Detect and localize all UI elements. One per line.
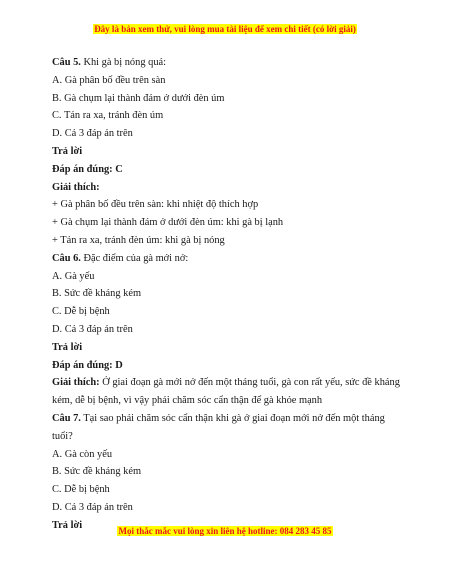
q5-option-d: D. Cả 3 đáp án trên — [52, 128, 133, 140]
q7-answer-heading: Trả lời — [52, 519, 83, 531]
q6-option-a: A. Gà yếu — [52, 270, 95, 282]
q5-option-c: C. Tản ra xa, tránh đèn úm — [52, 110, 164, 122]
q7-option-a: A. Gà còn yếu — [52, 448, 113, 460]
q5-answer-heading: Trả lời — [52, 145, 83, 157]
q6-correct-answer: Đáp án đúng: D — [52, 359, 123, 371]
q5-explanation-heading: Giải thích: — [52, 181, 100, 193]
question-6: Câu 6. Đặc điểm của gà mới nở: — [52, 252, 189, 264]
q6-answer-heading: Trả lời — [52, 341, 83, 353]
q7-option-c: C. Dễ bị bệnh — [52, 484, 110, 496]
q7-option-b: B. Sức đề kháng kém — [52, 466, 142, 478]
q6-option-d: D. Cả 3 đáp án trên — [52, 323, 133, 335]
q5-option-b: B. Gà chụm lại thành đám ở dưới đèn úm — [52, 92, 225, 104]
question-5: Câu 5. Khi gà bị nóng quá: — [52, 57, 167, 68]
q5-explanation-line: + Tản ra xa, tránh đèn úm: khi gà bị nóng — [52, 234, 225, 246]
preview-notice: Đây là bản xem thử, vui lòng mua tài liệu để xem chi tiết (có lời giải) — [94, 24, 356, 34]
q6-explanation: Giải thích: Ở giai đoạn gà mới nở đến một tháng tuổi, gà con rất yếu, sức đề kháng kém, dễ bị bệnh, vì vậy phải chăm sóc cẩn thận để gà khỏe mạnh — [52, 377, 400, 407]
q6-option-c: C. Dễ bị bệnh — [52, 306, 110, 318]
q5-correct-answer: Đáp án đúng: C — [52, 163, 123, 175]
q5-explanation-line: + Gà chụm lại thành đám ở dưới đèn úm: khi gà bị lạnh — [52, 217, 284, 229]
question-7: Câu 7. Tại sao phải chăm sóc cẩn thận khi gà ở giai đoạn mới nở đến một tháng tuổi? — [52, 412, 385, 442]
q6-option-b: B. Sức đề kháng kém — [52, 288, 142, 300]
q5-option-a: A. Gà phân bố đều trên sàn — [52, 74, 166, 86]
hotline-notice: Mọi thắc mắc vui lòng xin liên hệ hotline: 084 283 45 85 — [118, 526, 332, 536]
q7-option-d: D. Cả 3 đáp án trên — [52, 501, 133, 513]
document-body — [52, 54, 402, 535]
q5-explanation-line: + Gà phân bố đều trên sàn: khi nhiệt độ thích hợp — [52, 199, 259, 211]
